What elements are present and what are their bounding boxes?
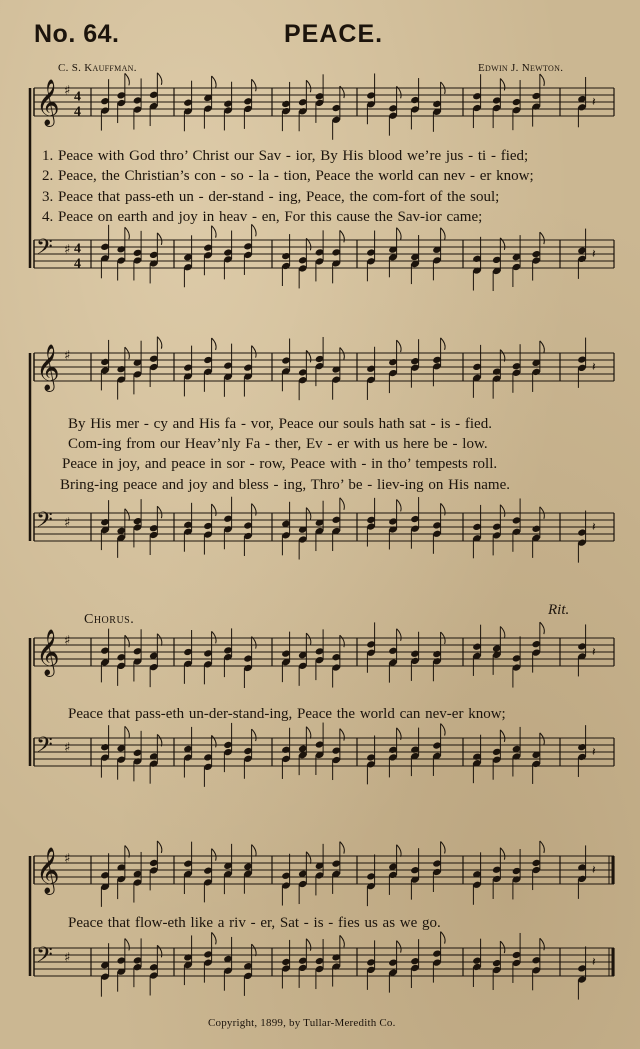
lyricist-credit: Edwin J. Newton. <box>478 62 564 74</box>
bass-clef-icon: 𝄢 <box>36 943 53 974</box>
composer-credit: C. S. Kauffman. <box>58 62 137 74</box>
verse-2-line-2: Com-ing from our Heav’nly Fa - ther, Ev - er with us here be - low. <box>68 436 488 452</box>
treble-clef-icon: 𝄞 <box>36 847 60 894</box>
sharp-icon: ♯ <box>64 348 71 364</box>
verse-1-line-1: 1. Peace with God thro’ Christ our Sav - ior, By His blood we’re jus - ti - fied; <box>42 148 529 164</box>
sharp-icon: ♯ <box>64 950 71 966</box>
svg-text:𝄽: 𝄽 <box>592 246 596 261</box>
treble-staff <box>34 73 614 140</box>
hymn-number: No. 64. <box>34 20 120 48</box>
sharp-icon: ♯ <box>64 740 71 756</box>
bass-staff <box>34 497 614 563</box>
verse-1-line-2: By His mer - cy and His fa - vor, Peace our souls hath sat - is - fied. <box>68 416 492 432</box>
sharp-icon: ♯ <box>64 515 71 531</box>
bass-clef-icon: 𝄢 <box>36 235 53 266</box>
time-signature-top: 4 <box>74 241 81 257</box>
sharp-icon: ♯ <box>64 633 71 649</box>
music-system-2 <box>0 345 640 565</box>
svg-text:𝄽: 𝄽 <box>592 359 596 374</box>
bass-staff <box>34 932 614 1000</box>
verse-2-line-1: 2. Peace, the Christian’s con - so - la - tion, Peace the world can nev - er know; <box>42 168 534 184</box>
sharp-icon: ♯ <box>64 242 71 258</box>
sharp-icon: ♯ <box>64 83 71 99</box>
treble-clef-icon: 𝄞 <box>36 344 60 391</box>
music-system-4 <box>0 848 640 1018</box>
verse-4-line-1: 4. Peace on earth and joy in heav - en, For this cause the Sav-ior came; <box>42 209 483 225</box>
time-signature-top: 4 <box>74 89 81 105</box>
verse-3-line-2: Peace in joy, and peace in sor - row, Peace with - in tho’ tempests roll. <box>62 456 498 472</box>
treble-staff <box>34 337 614 400</box>
treble-staff <box>34 841 614 907</box>
svg-text:𝄽: 𝄽 <box>592 954 596 969</box>
treble-clef-icon: 𝄞 <box>36 79 60 126</box>
verse-3-line-1: 3. Peace that pass-eth un - der-stand - ing, Peace, the com-fort of the soul; <box>42 189 500 205</box>
bass-staff <box>34 723 614 787</box>
bass-staff <box>34 224 614 291</box>
time-signature-bottom: 4 <box>74 256 81 272</box>
treble-staff <box>34 622 614 688</box>
time-signature-bottom: 4 <box>74 104 81 120</box>
verse-4-line-2: Bring-ing peace and joy and bless - ing, Thro’ be - liev-ing on His name. <box>60 477 511 493</box>
bass-clef-icon: 𝄢 <box>36 733 53 764</box>
treble-clef-icon: 𝄞 <box>36 629 60 676</box>
sharp-icon: ♯ <box>64 851 71 867</box>
svg-text:𝄽: 𝄽 <box>592 862 596 877</box>
chorus-line-2: Peace that flow-eth like a riv - er, Sat - is - fies us as we go. <box>68 915 441 931</box>
bass-clef-icon: 𝄢 <box>36 508 53 539</box>
svg-text:𝄽: 𝄽 <box>592 644 596 659</box>
chorus-line-1: Peace that pass-eth un-der-stand-ing, Peace the world can nev-er know; <box>68 706 506 722</box>
ritardando-marking: Rit. <box>548 602 570 618</box>
chorus-label: Chorus. <box>84 612 135 627</box>
copyright-notice: Copyright, 1899, by Tullar-Meredith Co. <box>208 1017 396 1029</box>
svg-text:𝄽: 𝄽 <box>592 519 596 534</box>
svg-text:𝄽: 𝄽 <box>592 744 596 759</box>
hymn-title: PEACE. <box>284 20 384 48</box>
svg-text:𝄽: 𝄽 <box>592 94 596 109</box>
